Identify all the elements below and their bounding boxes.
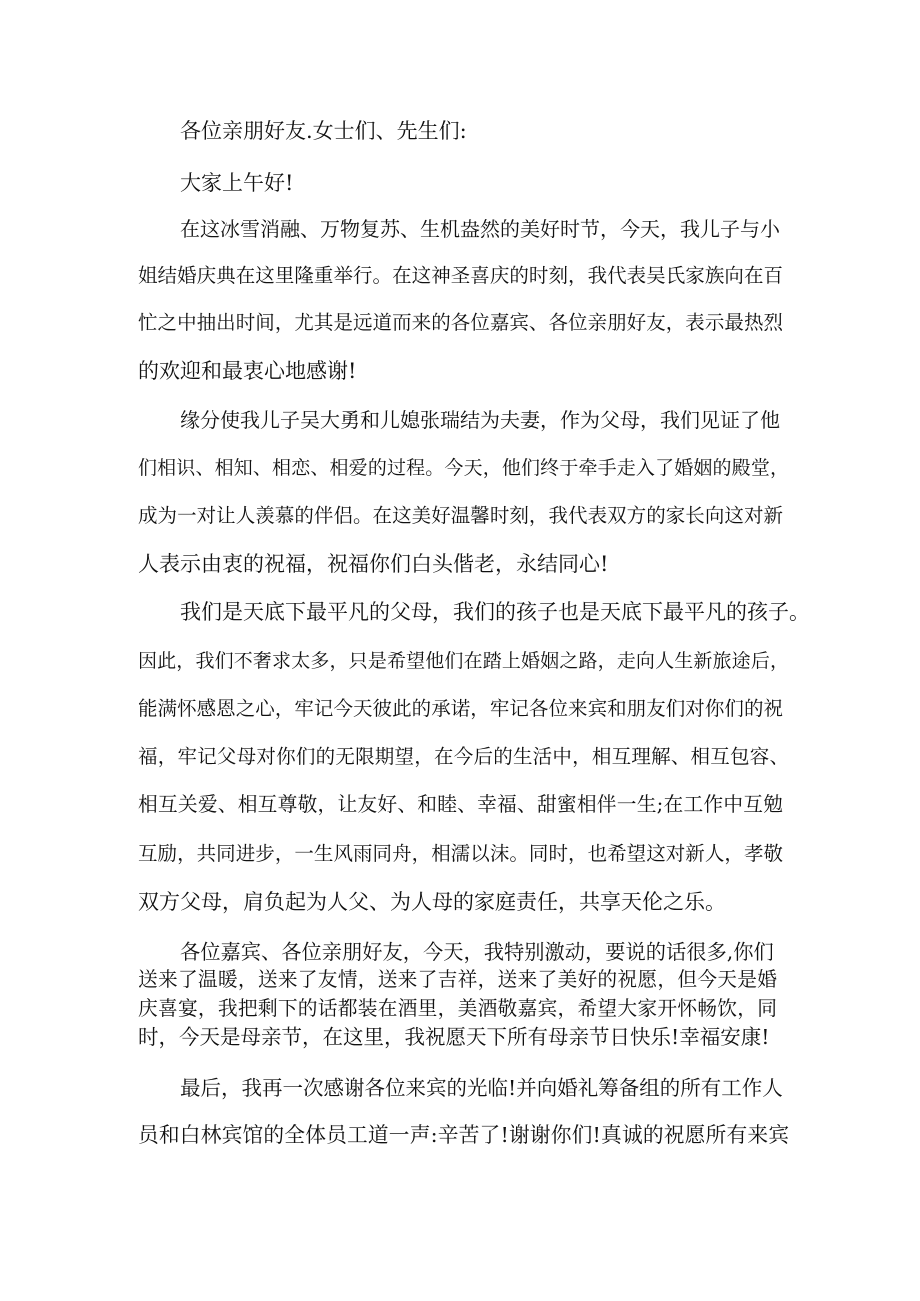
paragraph-5-line-1: 最后，我再一次感谢各位来宾的光临!并向婚礼筹备组的所有工作人 [180,1076,783,1100]
paragraph-2-line-1: 缘分使我儿子吴大勇和儿媳张瑞结为夫妻，作为父母，我们见证了他 [180,408,780,432]
paragraph-3-line-7: 双方父母，肩负起为人父、为人母的家庭责任，共享天伦之乐。 [138,890,726,914]
paragraph-3-line-5: 相互关爱、相互尊敬，让友好、和睦、幸福、甜蜜相伴一生;在工作中互勉 [138,793,783,816]
paragraph-3-line-4: 福，牢记父母对你们的无限期望，在今后的生活中，相互理解、相互包容、 [138,745,789,768]
paragraph-4-line-2: 送来了温暖，送来了友情，送来了吉祥，送来了美好的祝愿，但今天是婚 [138,968,777,991]
paragraph-1-line-3: 忙之中抽出时间，尤其是远道而来的各位嘉宾、各位亲朋好友，表示最热烈 [138,311,783,334]
paragraph-4-line-4: 时，今天是母亲节，在这里，我祝愿天下所有母亲节日快乐!幸福安康! [138,1025,770,1049]
paragraph-2-line-3: 成为一对让人羡慕的伴侣。在这美好温馨时刻，我代表双方的家长向这对新 [138,504,783,527]
paragraph-1-line-1: 在这冰雪消融、万物复苏、生机盎然的美好时节，今天，我儿子与小 [180,217,780,241]
paragraph-3-line-6: 互励，共同进步，一生风雨同舟，相濡以沫。同时，也希望这对新人，孝敬 [138,842,783,865]
paragraph-3-line-2: 因此，我们不奢求太多，只是希望他们在踏上婚姻之路，走向人生新旅途后， [138,650,789,672]
paragraph-4-line-1: 各位嘉宾、各位亲朋好友，今天，我特别激动，要说的话很多,你们 [180,940,774,964]
paragraph-3-line-1: 我们是天底下最平凡的父母，我们的孩子也是天底下最平凡的孩子。 [180,600,810,624]
paragraph-2-line-2: 们相识、相知、相恋、相爱的过程。今天，他们终于牵手走入了婚姻的殿堂， [138,457,789,479]
paragraph-5-line-2: 员和白林宾馆的全体员工道一声:辛苦了!谢谢你们!真诚的祝愿所有来宾 [138,1123,789,1147]
paragraph-2-line-4: 人表示由衷的祝福，祝福你们白头偕老，永结同心! [138,552,609,576]
paragraph-3-line-3: 能满怀感恩之心，牢记今天彼此的承诺，牢记各位来宾和朋友们对你们的祝 [138,697,783,720]
salutation-line: 大家上午好! [180,171,294,195]
paragraph-1-line-4: 的欢迎和最衷心地感谢! [138,359,357,383]
paragraph-4-line-3: 庆喜宴，我把剩下的话都装在酒里，美酒敬嘉宾，希望大家开怀畅饮，同 [138,997,777,1020]
paragraph-1-line-2: 姐结婚庆典在这里隆重举行。在这神圣喜庆的时刻，我代表吴氏家族向在百 [138,264,783,287]
greeting-line: 各位亲朋好友.女士们、先生们: [180,119,467,143]
